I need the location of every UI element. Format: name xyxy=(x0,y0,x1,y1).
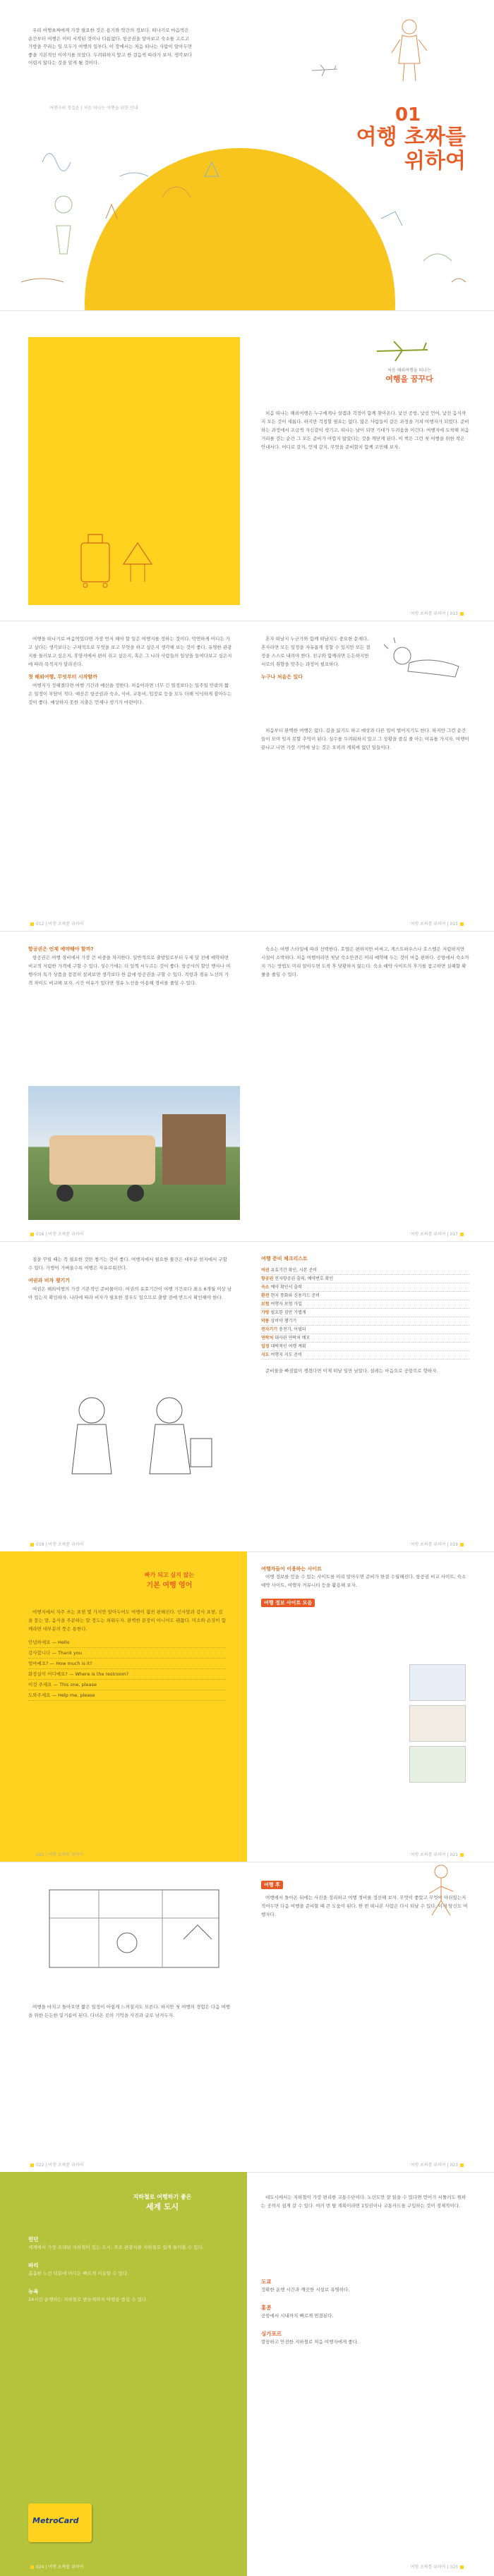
spread4-left-text: 항공권은 여행 경비에서 가장 큰 비중을 차지한다. 일반적으로 출발일로부터 두세 달 전에 예약하면 비교적 저렴한 가격에 구할 수 있다. 성수기에는 더 일찍 서두르는 것이 좋다. 항공사의 할인 행사나 여행사의 특가 상품을 꼼꼼히 살펴보면 생각보다 싼 값에 항공권을 구할 수 있다. 직항과 경유 노선의 가격 차이도 비교해 보자. 시간 여유가 있다면 경유 노선을 이용해 경비를 줄일 수 있다. xyxy=(28,955,231,986)
checklist-label: 숙소 xyxy=(261,1285,270,1290)
checklist-text-wrap xyxy=(261,1367,469,1375)
travelers-sketch-icon xyxy=(56,1382,219,1488)
subway-city-item xyxy=(261,2278,469,2294)
spread3-left-a: 여행을 떠나기로 마음먹었다면 가장 먼저 해야 할 일은 여행지를 정하는 것이다. 막연하게 어디든 가고 싶다는 생각보다는 구체적으로 무엇을 보고 무엇을 하고 싶은지 생각해 보는 것이 좋다. 유명한 관광지를 둘러보고 싶은지, 휴양지에서 편히 쉬고 싶은지, 혹은 그 나라 사람들의 일상을 들여다보고 싶은지에 따라 목적지가 달라진다. xyxy=(28,636,232,667)
sites-note xyxy=(261,1594,469,1607)
walking-man-sketch-icon xyxy=(409,1862,473,1918)
spread4-right-text: 숙소는 여행 스타일에 따라 선택한다. 호텔은 편하지만 비싸고, 게스트하우스나 호스텔은 저렴하지만 시설이 소박하다. 처음 여행이라면 첫날 숙소만큼은 미리 예약해 두는 것이 마음 편하다. 공항에서 숙소까지 가는 방법도 미리 알아두면 도착 후 당황하지 않는다. 숙소 예약 사이트의 후기를 참고하면 실패할 확률을 줄일 수 있다. xyxy=(261,946,469,977)
subway-header-line2: 세계 도시 xyxy=(145,2202,179,2211)
spread6-right xyxy=(261,1565,469,1607)
spread5-folio-left: 018 | 여행 초짜를 위하여 xyxy=(28,1541,83,1547)
checklist-row xyxy=(261,1317,469,1326)
english-phrase: 이것 주세요 — This one, please xyxy=(28,1680,226,1690)
subway-city-list-right xyxy=(261,2278,469,2356)
plane-sketch-icon xyxy=(311,63,339,78)
intro-sticker xyxy=(370,367,448,384)
checklist-value: 필요한 짐만 가볍게 xyxy=(269,1310,306,1315)
checklist-label: 항공권 xyxy=(261,1276,274,1281)
spread5-left xyxy=(28,1255,233,1306)
spread3-right-note: 누구나 처음은 있다 xyxy=(261,674,303,680)
spread6-left-text: 여행지에서 자주 쓰는 표현 몇 가지만 알아두어도 여행이 훨씬 편해진다. 인사말과 감사 표현, 길을 묻는 말, 음식을 주문하는 말 정도는 외워두자. 완벽한 문장이 아니어도 괜찮다. 미소와 손짓이 함께라면 대부분의 뜻은 통한다. xyxy=(28,1609,227,1632)
checklist-rows xyxy=(261,1266,469,1360)
subway-city-name: 도쿄 xyxy=(261,2278,272,2285)
screenshot-thumbs xyxy=(409,1664,466,1783)
subway-city-desc: 깔끔하고 안전한 지하철로 처음 여행자에게 좋다. xyxy=(261,2339,359,2345)
spread3-right-b xyxy=(261,726,469,756)
spread5-left-b: 여권은 해외여행의 가장 기본적인 준비물이다. 여권의 유효기간이 여행 기간보다 최소 6개월 이상 남아 있는지 확인하자. 나라에 따라 비자가 필요한 경우도 있으므로 출발 전에 반드시 확인해야 한다. xyxy=(28,1286,232,1300)
checklist-label: 환전 xyxy=(261,1293,270,1298)
spread7-folio-left: 022 | 여행 초짜를 위하여 xyxy=(28,2161,83,2168)
checklist-row xyxy=(261,1309,469,1317)
english-phrase: 도와주세요 — Help me, please xyxy=(28,1690,226,1701)
spread8-folio-left: 024 | 여행 초짜를 위하여 xyxy=(28,2563,83,2570)
metrocard-label: MetroCard xyxy=(32,2516,79,2525)
subway-city-name: 뉴욕 xyxy=(28,2288,39,2295)
spread4-left-head: 항공권은 언제 예약해야 할까? xyxy=(28,946,94,952)
subway-city-item xyxy=(28,2261,226,2278)
spread3-right xyxy=(261,635,374,681)
checklist-label: 약품 xyxy=(261,1319,270,1324)
subway-city-desc: 촘촘한 노선 덕분에 어디든 빠르게 이동할 수 있다. xyxy=(28,2271,129,2276)
checklist-row xyxy=(261,1275,469,1283)
checklist-value: 상비약 챙기기 xyxy=(269,1319,297,1324)
checklist-row xyxy=(261,1334,469,1343)
subway-city-desc: 세계에서 가장 오래된 지하철이 있는 도시. 주요 관광지를 지하철로 쉽게 둘러볼 수 있다. xyxy=(28,2245,204,2250)
subway-city-name: 런던 xyxy=(28,2236,39,2242)
cafe-sketch-icon xyxy=(42,1876,226,1982)
spread6-folio-left: 020 | 여행 초짜를 위하여 xyxy=(28,1851,83,1857)
checklist-row xyxy=(261,1292,469,1300)
spread-chapter-opener xyxy=(0,0,494,310)
yellow-page xyxy=(0,1551,247,1862)
spread-3 xyxy=(0,621,494,931)
spread2-right-text xyxy=(261,409,469,456)
checklist-value: 대략적인 여행 계획 xyxy=(269,1344,306,1349)
checklist-value: 전자항공권 출력, 예약번호 확인 xyxy=(273,1276,334,1281)
sleeping-girl-sketch-icon xyxy=(381,635,466,691)
checklist-value: 대사관 연락처 메모 xyxy=(273,1336,311,1341)
spread2-folio: 여행 초짜를 위하여 | 013 xyxy=(411,610,466,616)
spread8-right-text: 대도시에서는 지하철이 가장 편리한 교통수단이다. 노선도만 잘 읽을 수 있다면 언어가 서툴러도 원하는 곳까지 쉽게 갈 수 있다. 여러 번 탈 계획이라면 1일권이나 교통카드를 구입하는 것이 경제적이다. xyxy=(261,2195,466,2209)
checklist-row xyxy=(261,1283,469,1292)
subway-city-item xyxy=(261,2304,469,2320)
subway-city-name: 홍콩 xyxy=(261,2305,272,2311)
checklist-label: 연락처 xyxy=(261,1336,274,1341)
subway-city-item xyxy=(261,2330,469,2346)
metrocard xyxy=(28,2503,92,2542)
spread3-left-b: 여행지가 정해졌다면 여행 기간과 예산을 정한다. 처음이라면 너무 긴 일정보다는 일주일 안팎의 짧은 일정이 부담이 적다. 예산은 항공권과 숙소, 식비, 교통비, 입장료 등을 모두 더해 넉넉하게 잡아두는 것이 좋다. 예상하지 못한 지출은 언제나 생기기 마련이다. xyxy=(28,683,232,705)
spread3-right-a: 혼자 떠날지 누군가와 함께 떠날지도 중요한 문제다. 혼자라면 모든 일정을 자유롭게 정할 수 있지만 모든 결정을 스스로 내려야 한다. 친구와 함께라면 든든하지만 서로의 취향을 맞추는 과정이 필요하다. xyxy=(261,636,370,667)
spread-6 xyxy=(0,1551,494,1862)
spread3-left xyxy=(28,635,233,711)
subway-city-item xyxy=(28,2288,226,2304)
english-phrase-list xyxy=(28,1637,226,1701)
checklist-value: 예약 확인서 출력 xyxy=(269,1285,302,1290)
checklist-title: 여행 준비 체크리스트 xyxy=(261,1256,308,1262)
subway-city-desc: 공항에서 시내까지 빠르게 연결된다. xyxy=(261,2313,334,2319)
sites-note-chip: 여행 정보 사이트 모음 xyxy=(261,1599,315,1607)
spread6-right-text-wrap xyxy=(261,1573,469,1589)
english-phrase: 화장실이 어디예요? — Where is the restroom? xyxy=(28,1669,226,1680)
airplane-sticker-icon xyxy=(374,338,430,364)
spread-7 xyxy=(0,1862,494,2172)
chapter-number: 01 xyxy=(395,104,421,126)
subway-header xyxy=(85,2193,240,2212)
intro-text xyxy=(28,27,194,72)
english-phrase: 안녕하세요 — Hello xyxy=(28,1637,226,1648)
campervan-photo xyxy=(28,1086,240,1220)
globe-doodles-icon xyxy=(0,120,494,310)
english-header-line1: 빠가 되고 싶지 않는 xyxy=(144,1572,195,1578)
checklist-value: 여행자 보험 가입 xyxy=(269,1302,302,1307)
spread3-folio-right: 여행 초짜를 위하여 | 015 xyxy=(411,920,466,927)
checklist-value: 충전기, 어댑터 xyxy=(277,1327,306,1332)
spread5-left-a: 짐을 꾸릴 때는 꼭 필요한 것만 챙기는 것이 좋다. 여행지에서 필요한 물건은 대부분 현지에서 구할 수 있다. 가방이 가벼울수록 여행은 자유로워진다. xyxy=(28,1257,227,1271)
after-trip-chip: 여행 후 xyxy=(261,1881,283,1889)
checklist-label: 일정 xyxy=(261,1344,270,1349)
subway-city-item xyxy=(28,2235,226,2252)
spread2-paragraph: 처음 떠나는 해외여행은 누구에게나 설렘과 걱정이 함께 찾아온다. 낯선 공항, 낯선 언어, 낯선 음식까지 모든 것이 새롭다. 하지만 걱정할 필요는 없다. 많은 사람들이 같은 과정을 거쳐 여행자가 되었다. 준비하는 과정에서 조금씩 자신감이 생기고, 떠나는 날이 되면 기대가 두려움을 이긴다. 여행지에 도착해 처음 거리를 걷는 순간 그 모든 준비가 아깝지 않았다는 것을 깨닫게 된다. 이 책은 그런 첫 여행을 위한 작은 안내서다. 어디로 갈지, 언제 갈지, 무엇을 준비할지 함께 고민해 보자. xyxy=(261,410,469,450)
chapter-title-line1: 여행 초짜를 xyxy=(356,125,466,149)
spread-4 xyxy=(0,931,494,1241)
english-header xyxy=(106,1571,233,1589)
spread3-folio-left: 012 | 여행 초짜를 위하여 xyxy=(28,920,83,927)
checklist-text: 준비물을 빠짐없이 챙겼다면 이제 떠날 일만 남았다. 설레는 마음으로 공항으로 향하자. xyxy=(265,1368,438,1374)
subway-city-name: 파리 xyxy=(28,2262,39,2269)
checklist-box xyxy=(261,1255,469,1379)
chapter-title-line2: 위하여 xyxy=(404,149,466,173)
spread4-right xyxy=(261,945,469,983)
checklist-row xyxy=(261,1326,469,1334)
spread7-folio-right: 여행 초짜를 위하여 | 023 xyxy=(411,2161,466,2168)
spread5-folio-right: 여행 초짜를 위하여 | 019 xyxy=(411,1541,466,1547)
spread-5 xyxy=(0,1241,494,1551)
spread8-right xyxy=(261,2193,469,2214)
spread5-left-head: 여권과 비자 챙기기 xyxy=(28,1278,70,1283)
checklist-row xyxy=(261,1343,469,1351)
spread6-right-text: 여행 정보를 얻을 수 있는 사이트를 미리 알아두면 준비가 한결 수월해진다. 항공권 비교 사이트, 숙소 예약 사이트, 여행자 커뮤니티 등을 활용해 보자. xyxy=(261,1574,466,1588)
checklist-row xyxy=(261,1351,469,1360)
checklist-label: 가방 xyxy=(261,1310,270,1315)
checklist-value: 현지 통화와 신용카드 준비 xyxy=(269,1293,320,1298)
spread7-left-text: 여행을 마치고 돌아오면 짧은 일정이 아쉽게 느껴질지도 모른다. 하지만 첫 여행의 경험은 다음 여행을 위한 든든한 밑거름이 된다. 다녀온 곳의 기억을 사진과 글로 남겨두자. xyxy=(28,2004,231,2018)
woman-sketch-icon xyxy=(385,14,434,85)
checklist-label: 전자기기 xyxy=(261,1327,278,1332)
intro-paragraph: 우리 여행초짜에게 가장 필요한 것은 용기와 약간의 정보다. 떠나기로 마음먹은 순간부터 여행은 이미 시작된 것이나 다름없다. 항공권을 알아보고 숙소를 고르고 가방을 꾸리는 일 모두가 여행의 일부다. 이 장에서는 처음 떠나는 사람이 알아두면 좋을 기본적인 이야기를 모았다. 두려워하지 말고 한 걸음씩 따라가 보자. 생각보다 어렵지 않다는 것을 알게 될 것이다. xyxy=(28,28,193,66)
english-phrase: 감사합니다 — Thank you xyxy=(28,1648,226,1659)
spread6-folio-right: 여행 초짜를 위하여 | 021 xyxy=(411,1851,466,1857)
subway-city-list-left xyxy=(28,2235,226,2314)
spread6-left xyxy=(28,1608,226,1701)
sticker-line2: 여행을 꿈꾸다 xyxy=(385,374,433,384)
spread4-folio-right: 여행 초짜를 위하여 | 017 xyxy=(411,1231,466,1237)
spread7-left xyxy=(28,2003,233,2024)
subway-header-line1: 지하철로 여행하기 좋은 xyxy=(133,2194,192,2200)
english-header-line2: 기본 여행 영어 xyxy=(146,1582,193,1589)
english-phrase: 얼마예요? — How much is it? xyxy=(28,1659,226,1669)
spread4-folio-left: 016 | 여행 초짜를 위하여 xyxy=(28,1231,83,1237)
spread6-right-head: 여행자들이 이용하는 사이트 xyxy=(261,1566,323,1572)
spread7-right-text: 여행에서 돌아온 뒤에는 사진을 정리하고 여행 경비를 정산해 보자. 무엇이 좋았고 무엇이 아쉬웠는지 적어두면 다음 여행을 준비할 때 큰 도움이 된다. 한 번 떠나본 사람은 다시 떠날 수 있다. 이제 당신도 여행자다. xyxy=(261,1895,468,1917)
spread-2 xyxy=(0,310,494,621)
subway-city-name: 싱가포르 xyxy=(261,2331,282,2337)
spread3-right-b-text: 처음부터 완벽한 여행은 없다. 길을 잃기도 하고 예상과 다른 일이 벌어지기도 한다. 하지만 그런 순간들이 모여 잊지 못할 추억이 된다. 실수를 두려워하지 말고 그 상황을 즐길 줄 아는 여유를 가지자. 여행이 끝나고 나면 가장 기억에 남는 것은 오히려 계획에 없던 일들이다. xyxy=(261,728,469,750)
subway-city-desc: 정확한 운행 시간과 깨끗한 시설로 유명하다. xyxy=(261,2287,350,2293)
spread-8 xyxy=(0,2172,494,2576)
intro-folio: 여행자의 첫걸음 | 처음 떠나는 여행을 위한 안내 xyxy=(49,106,138,111)
subway-city-desc: 24시간 운행하는 지하철로 밤늦게까지 여행을 즐길 수 있다. xyxy=(28,2297,148,2302)
sticker-line1: 처음 해외여행을 떠나는 xyxy=(387,368,431,373)
checklist-value: 여행지 지도 준비 xyxy=(269,1353,302,1357)
checklist-label: 지도 xyxy=(261,1353,270,1357)
spread8-folio-right: 여행 초짜를 위하여 | 025 xyxy=(411,2563,466,2570)
spread3-left-head: 첫 해외여행, 무엇부터 시작할까 xyxy=(28,674,97,680)
checklist-label: 여권 xyxy=(261,1268,270,1273)
checklist-row xyxy=(261,1300,469,1309)
spread4-left xyxy=(28,945,233,991)
checklist-row xyxy=(261,1266,469,1275)
checklist-label: 보험 xyxy=(261,1302,270,1307)
checklist-value: 유효기간 확인, 사본 준비 xyxy=(269,1268,318,1273)
luggage-sketch-icon xyxy=(67,522,173,592)
